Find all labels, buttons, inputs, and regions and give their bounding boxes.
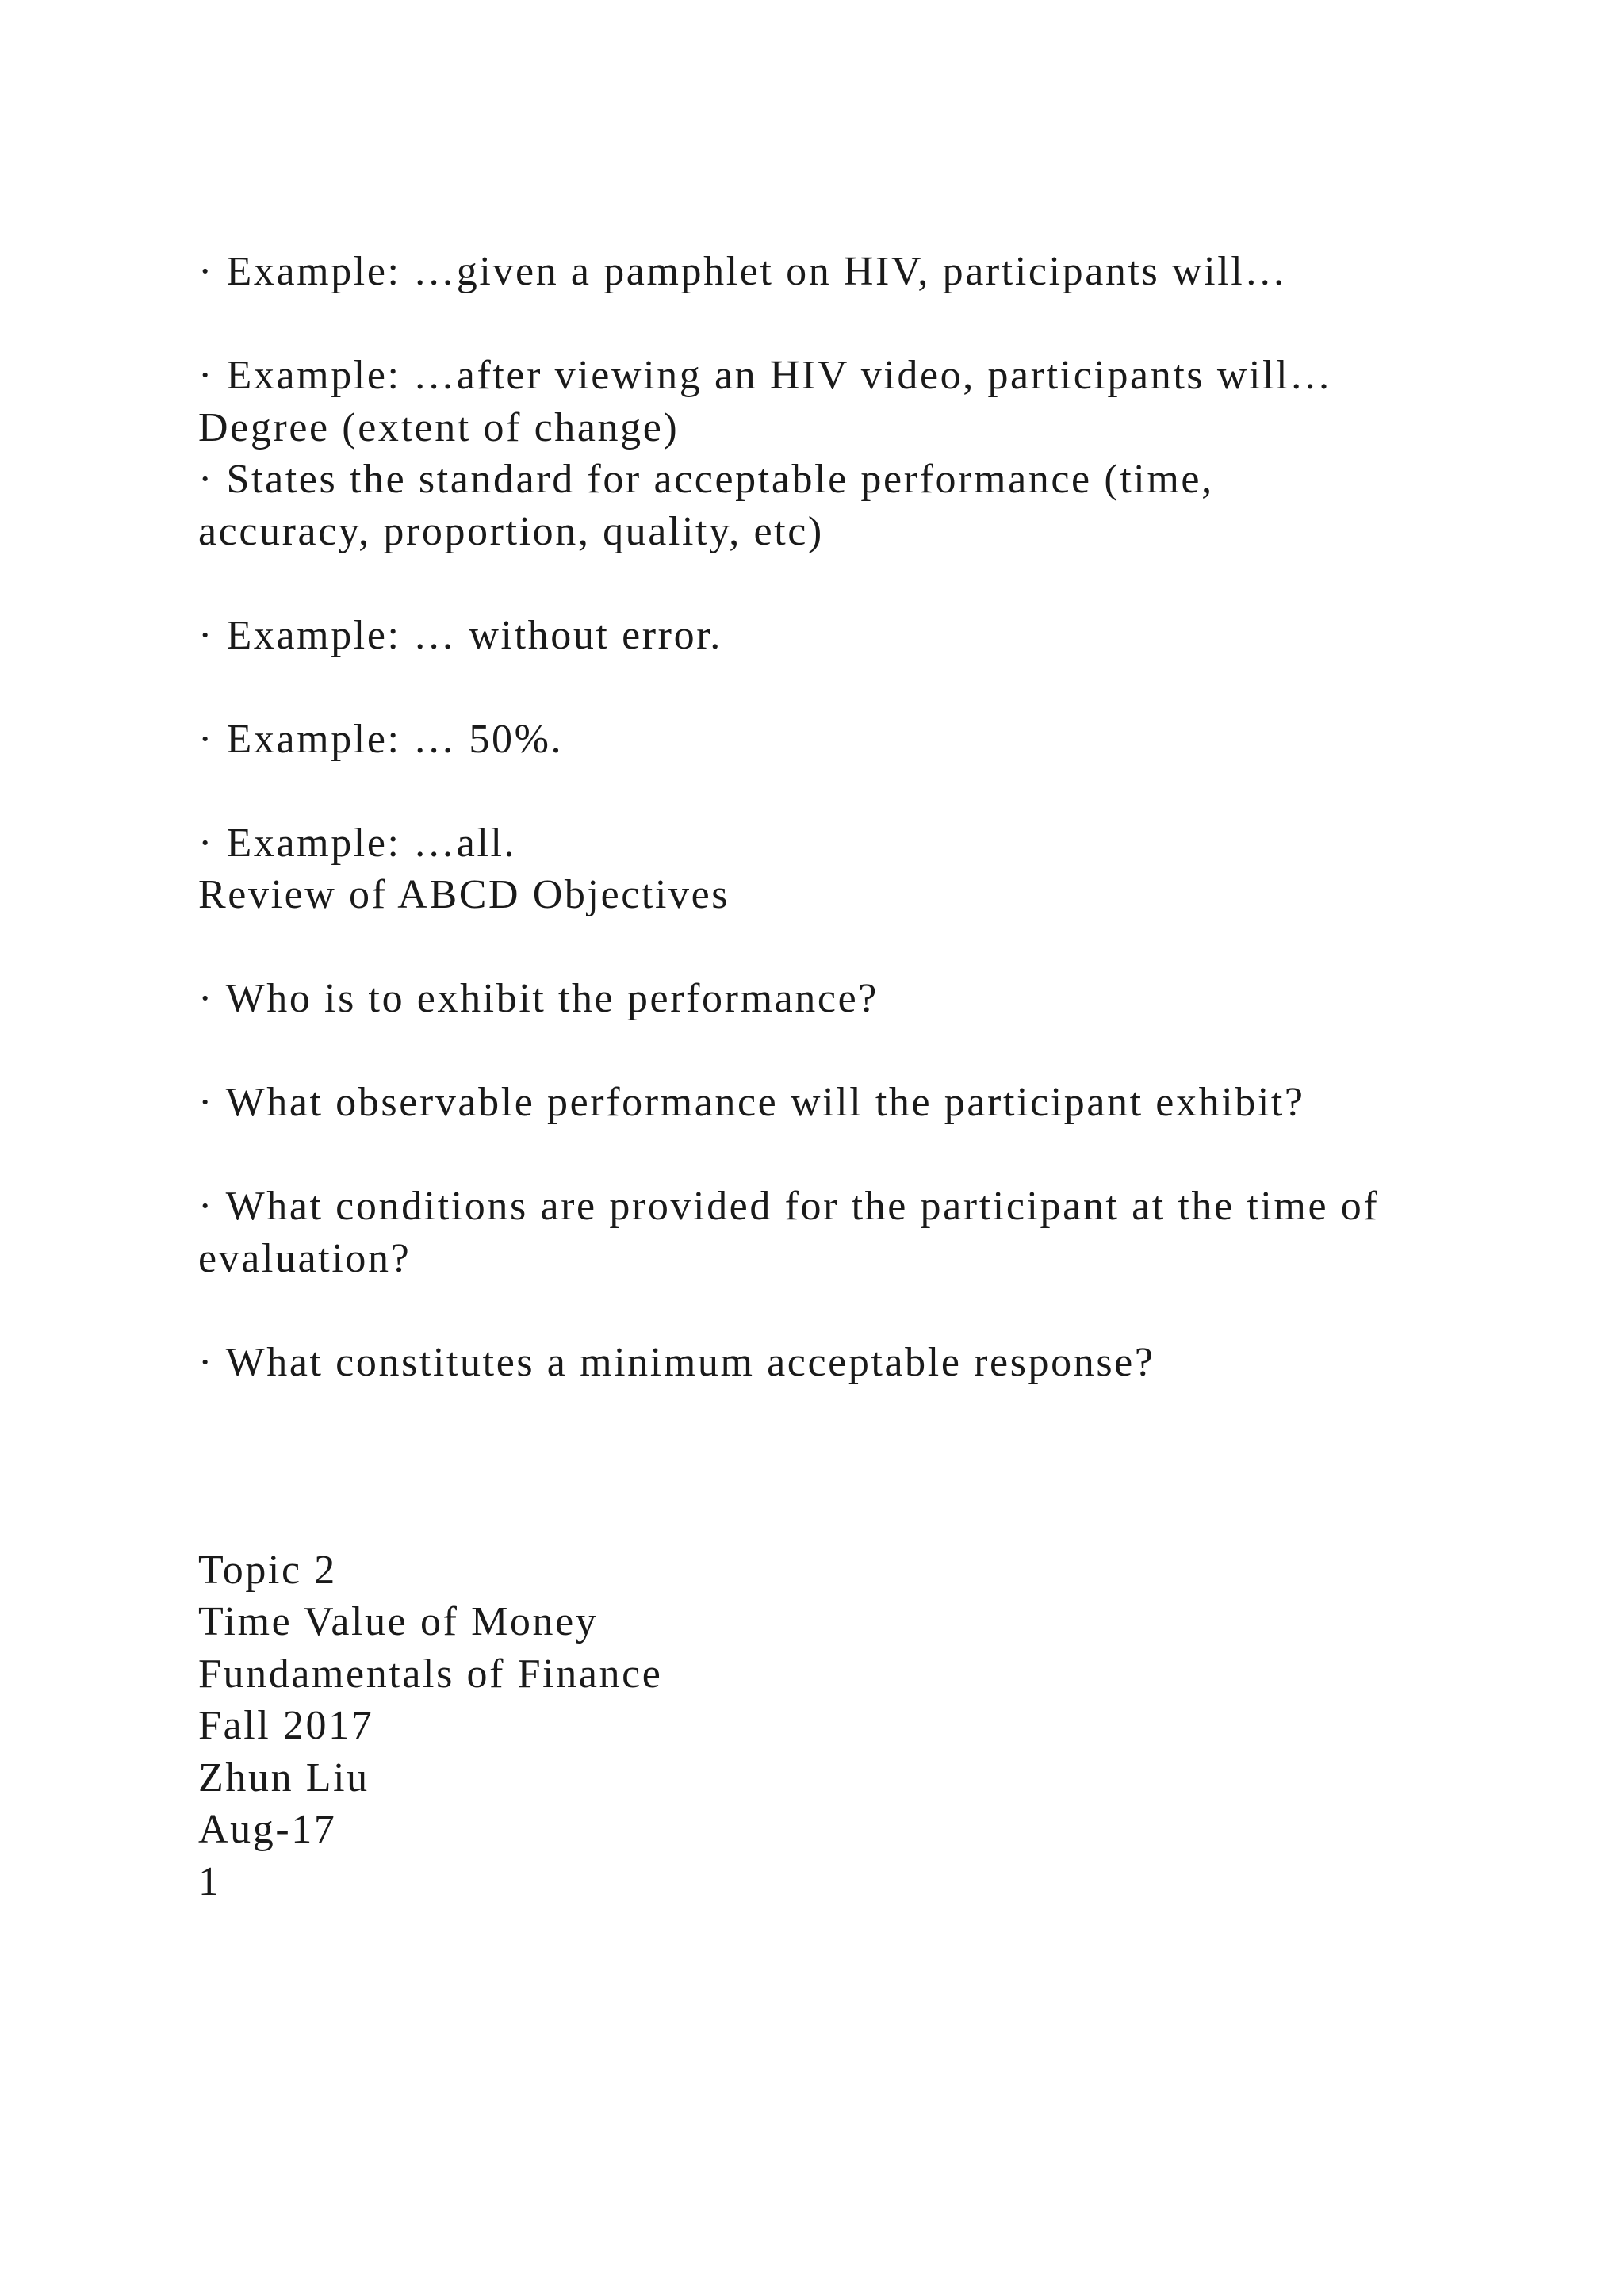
blank-line — [198, 1284, 1507, 1337]
bullet-what-conditions-line-1: · What conditions are provided for the participant at the time of — [198, 1184, 1380, 1229]
blank-line — [198, 1025, 1507, 1077]
page-number: 1 — [198, 1858, 221, 1904]
heading-degree: Degree (extent of change) — [198, 404, 680, 450]
course-name: Fundamentals of Finance — [198, 1651, 663, 1697]
blank-line — [198, 1492, 1507, 1544]
blank-line — [198, 765, 1507, 817]
blank-line — [198, 1441, 1507, 1493]
bullet-example-percent: · Example: … 50%. — [198, 716, 564, 762]
bullet-what-conditions-line-2: evaluation? — [198, 1235, 412, 1281]
topic-title: Time Value of Money — [198, 1599, 599, 1644]
blank-line — [198, 557, 1507, 610]
blank-line — [198, 298, 1507, 350]
bullet-example-without-error: · Example: … without error. — [198, 612, 722, 658]
bullet-example-pamphlet: · Example: …given a pamphlet on HIV, participants will… — [198, 249, 1288, 294]
term: Fall 2017 — [198, 1703, 374, 1748]
document-body — [198, 246, 1507, 1908]
heading-review-abcd: Review of ABCD Objectives — [198, 872, 730, 917]
bullet-what-observable: · What observable performance will the participant exhibit? — [198, 1080, 1305, 1125]
date: Aug-17 — [198, 1807, 337, 1852]
bullet-example-all: · Example: …all. — [198, 820, 517, 866]
bullet-standard-line-2: accuracy, proportion, quality, etc) — [198, 508, 824, 554]
topic-label: Topic 2 — [198, 1547, 337, 1593]
blank-line — [198, 661, 1507, 714]
bullet-minimum-response: · What constitutes a minimum acceptable response? — [198, 1339, 1155, 1385]
bullet-standard-line-1: · States the standard for acceptable performance (time, — [198, 457, 1214, 502]
blank-line — [198, 1388, 1507, 1441]
blank-line — [198, 1129, 1507, 1181]
bullet-who: · Who is to exhibit the performance? — [198, 976, 879, 1021]
blank-line — [198, 921, 1507, 974]
bullet-example-video: · Example: …after viewing an HIV video, participants will… — [198, 353, 1333, 398]
author-name: Zhun Liu — [198, 1755, 370, 1800]
